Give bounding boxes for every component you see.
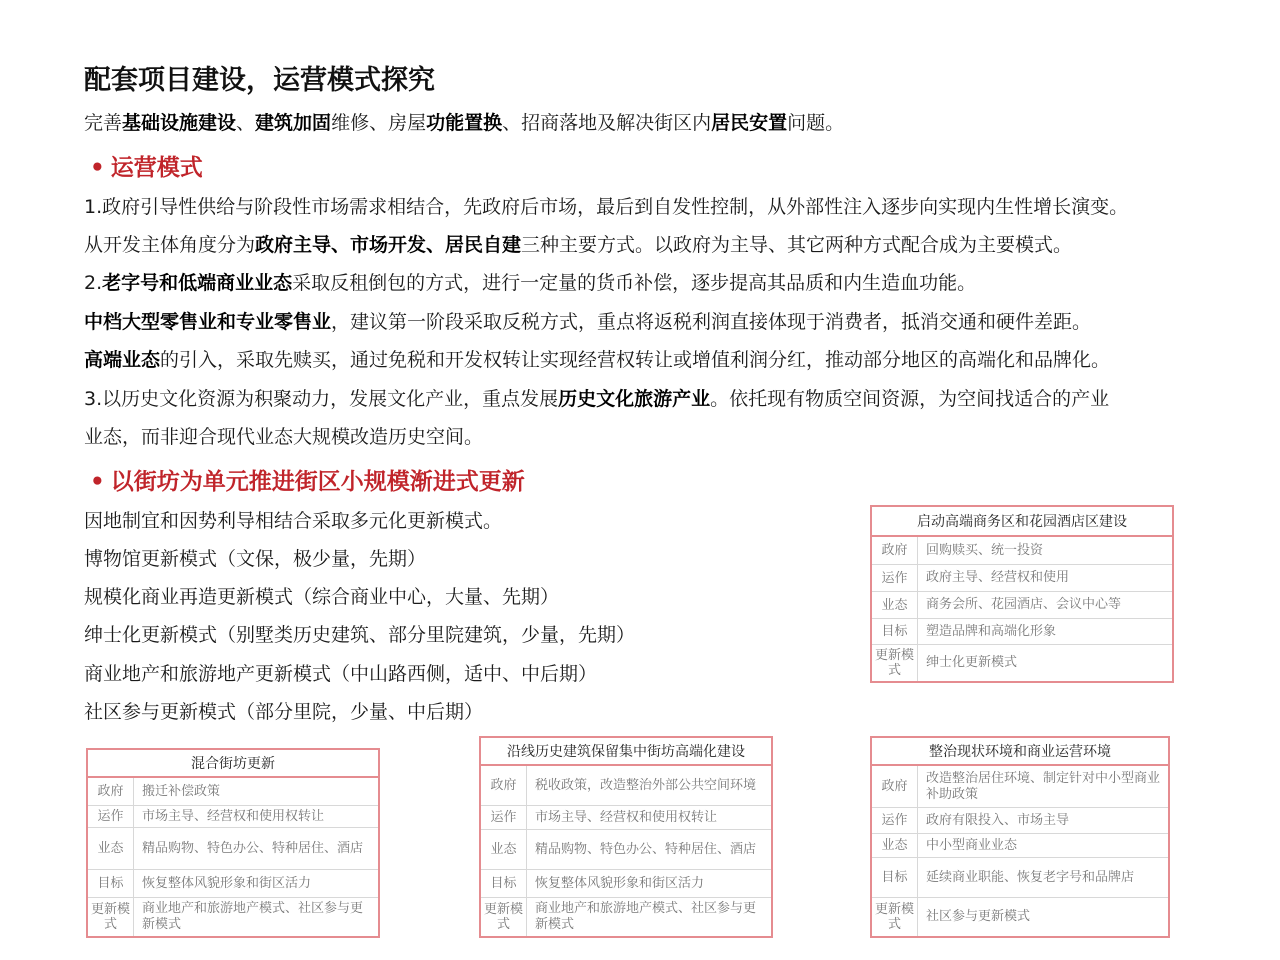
row-key: 目标 bbox=[481, 870, 527, 897]
row-key: 更新模式 bbox=[88, 898, 134, 936]
bold-text: 中档大型零售业和专业零售业 bbox=[84, 311, 332, 333]
intro-bold: 功能置换 bbox=[426, 112, 503, 134]
table-row bbox=[872, 619, 1172, 645]
row-key: 目标 bbox=[872, 858, 918, 897]
row-value: 搬迁补偿政策 bbox=[142, 783, 221, 799]
table-title: 沿线历史建筑保留集中街坊高端化建设 bbox=[481, 738, 771, 766]
row-value: 市场主导、经营权和使用权转让 bbox=[142, 808, 325, 824]
bold-text: 高端业态 bbox=[84, 349, 161, 371]
section-title: 以街坊为单元推进街区小规模渐进式更新 bbox=[110, 469, 525, 495]
intro-bold: 居民安置 bbox=[711, 112, 788, 134]
row-key: 业态 bbox=[872, 834, 918, 857]
table-row bbox=[88, 828, 378, 870]
renewal-line: 商业地产和旅游地产更新模式（中山路西侧，适中、中后期） bbox=[84, 663, 598, 685]
row-value: 精品购物、特色办公、特种居住、酒店 bbox=[535, 841, 757, 857]
row-key: 运作 bbox=[481, 806, 527, 829]
bullet-icon: • bbox=[90, 155, 105, 181]
row-key: 更新模式 bbox=[872, 898, 918, 936]
row-value: 商务会所、花园酒店、会议中心等 bbox=[926, 597, 1122, 612]
row-key: 目标 bbox=[88, 870, 134, 897]
table-title: 整治现状环境和商业运营环境 bbox=[872, 738, 1168, 766]
intro-text: 、 bbox=[236, 112, 256, 134]
row-value: 商业地产和旅游地产模式、社区参与更新模式 bbox=[535, 901, 757, 932]
row-key: 目标 bbox=[872, 619, 918, 644]
table-row bbox=[872, 645, 1172, 681]
intro-text: 、招商落地及解决街区内 bbox=[502, 112, 712, 134]
table-mixed-block bbox=[86, 748, 380, 938]
row-key: 政府 bbox=[872, 766, 918, 807]
text: 从开发主体角度分为 bbox=[84, 234, 256, 256]
row-key: 业态 bbox=[481, 830, 527, 869]
row-value: 商业地产和旅游地产模式、社区参与更新模式 bbox=[142, 901, 364, 932]
table-row bbox=[88, 870, 378, 898]
text: 。依托现有物质空间资源，为空间找适合的产业 bbox=[710, 388, 1110, 410]
row-key: 政府 bbox=[481, 766, 527, 805]
operation-line-5 bbox=[84, 345, 1110, 372]
row-key: 业态 bbox=[872, 592, 918, 618]
section-title: 运营模式 bbox=[110, 155, 203, 181]
intro-bold: 建筑加固 bbox=[255, 112, 332, 134]
table-row bbox=[872, 808, 1168, 834]
intro-paragraph bbox=[84, 108, 844, 135]
bold-text: 政府主导、市场开发、居民自建 bbox=[255, 234, 522, 256]
intro-bold: 基础设施建设 bbox=[122, 112, 237, 134]
table-title: 启动高端商务区和花园酒店区建设 bbox=[872, 507, 1172, 537]
row-value: 回购赎买、统一投资 bbox=[926, 542, 1044, 558]
row-value: 政府有限投入、市场主导 bbox=[926, 812, 1070, 828]
table-high-end-business bbox=[870, 505, 1174, 683]
table-row bbox=[88, 898, 378, 936]
row-value: 精品购物、特色办公、特种居住、酒店 bbox=[142, 840, 364, 856]
text: ，建议第一阶段采取反税方式，重点将返税利润直接体现于消费者，抵消交通和硬件差距。 bbox=[331, 311, 1092, 333]
renewal-line: 规模化商业再造更新模式（综合商业中心，大量、先期） bbox=[84, 586, 560, 608]
operation-line-7: 业态，而非迎合现代业态大规模改造历史空间。 bbox=[84, 426, 484, 448]
table-row bbox=[88, 778, 378, 806]
row-value: 延续商业职能、恢复老字号和品牌店 bbox=[926, 869, 1135, 885]
row-value: 中小型商业业态 bbox=[926, 837, 1018, 853]
section-heading-renewal bbox=[90, 463, 525, 496]
bold-text: 历史文化旅游产业 bbox=[558, 388, 711, 410]
table-row bbox=[872, 834, 1168, 858]
row-key: 运作 bbox=[88, 806, 134, 827]
intro-text: 维修、房屋 bbox=[331, 112, 427, 134]
table-row bbox=[481, 806, 771, 830]
row-key: 政府 bbox=[872, 537, 918, 564]
table-row bbox=[481, 830, 771, 870]
row-key: 更新模式 bbox=[481, 898, 527, 936]
row-value: 改造整治居住环境、制定针对中小型商业补助政策 bbox=[926, 770, 1161, 802]
row-key: 运作 bbox=[872, 565, 918, 591]
row-value: 税收政策，改造整治外部公共空间环境 bbox=[535, 777, 757, 793]
intro-text: 完善 bbox=[84, 112, 123, 134]
table-row bbox=[481, 766, 771, 806]
table-row bbox=[872, 898, 1168, 936]
renewal-line: 绅士化更新模式（别墅类历史建筑、部分里院建筑，少量，先期） bbox=[84, 624, 636, 646]
table-row bbox=[88, 806, 378, 828]
table-title: 混合街坊更新 bbox=[88, 750, 378, 778]
page-title: 配套项目建设，运营模式探究 bbox=[84, 65, 435, 96]
row-value: 恢复整体风貌形象和街区活力 bbox=[142, 875, 312, 891]
text: 3.以历史文化资源为积聚动力，发展文化产业，重点发展 bbox=[84, 388, 559, 410]
row-key: 政府 bbox=[88, 778, 134, 805]
table-environment-improvement bbox=[870, 736, 1170, 938]
operation-line-6 bbox=[84, 384, 1109, 411]
table-row bbox=[481, 898, 771, 936]
intro-text: 问题。 bbox=[787, 112, 845, 134]
row-key: 运作 bbox=[872, 808, 918, 833]
table-historic-building-block bbox=[479, 736, 773, 938]
table-row bbox=[872, 858, 1168, 898]
table-row bbox=[872, 592, 1172, 619]
table-row bbox=[481, 870, 771, 898]
renewal-line: 社区参与更新模式（部分里院，少量、中后期） bbox=[84, 701, 484, 723]
row-value: 社区参与更新模式 bbox=[926, 909, 1031, 924]
row-value: 恢复整体风貌形象和街区活力 bbox=[535, 875, 705, 891]
row-key: 更新模式 bbox=[872, 645, 918, 681]
text: 三种主要方式。以政府为主导、其它两种方式配合成为主要模式。 bbox=[521, 234, 1073, 256]
renewal-line: 博物馆更新模式（文保，极少量，先期） bbox=[84, 548, 427, 570]
row-key: 业态 bbox=[88, 828, 134, 869]
text: 采取反租倒包的方式，进行一定量的货币补偿，逐步提高其品质和内生造血功能。 bbox=[292, 272, 977, 294]
operation-line-1: 1.政府引导性供给与阶段性市场需求相结合，先政府后市场，最后到自发性控制，从外部性注入逐步向实现内生性增长演变。 bbox=[84, 196, 1129, 218]
text: 2. bbox=[84, 272, 103, 294]
bullet-icon: • bbox=[90, 469, 105, 495]
section-heading-operation bbox=[90, 149, 203, 182]
operation-line-3 bbox=[84, 268, 976, 295]
operation-line-4 bbox=[84, 307, 1091, 334]
renewal-line: 因地制宜和因势利导相结合采取多元化更新模式。 bbox=[84, 510, 503, 532]
operation-line-2 bbox=[84, 230, 1072, 257]
table-row bbox=[872, 766, 1168, 808]
row-value: 市场主导、经营权和使用权转让 bbox=[535, 809, 718, 825]
row-value: 塑造品牌和高端化形象 bbox=[926, 623, 1057, 639]
bold-text: 老字号和低端商业业态 bbox=[102, 272, 293, 294]
row-value: 绅士化更新模式 bbox=[926, 655, 1018, 670]
row-value: 政府主导、经营权和使用 bbox=[926, 570, 1070, 585]
table-row bbox=[872, 537, 1172, 565]
text: 的引入，采取先赎买，通过免税和开发权转让实现经营权转让或增值利润分红，推动部分地区的高端化和品牌化。 bbox=[160, 349, 1111, 371]
table-row bbox=[872, 565, 1172, 592]
